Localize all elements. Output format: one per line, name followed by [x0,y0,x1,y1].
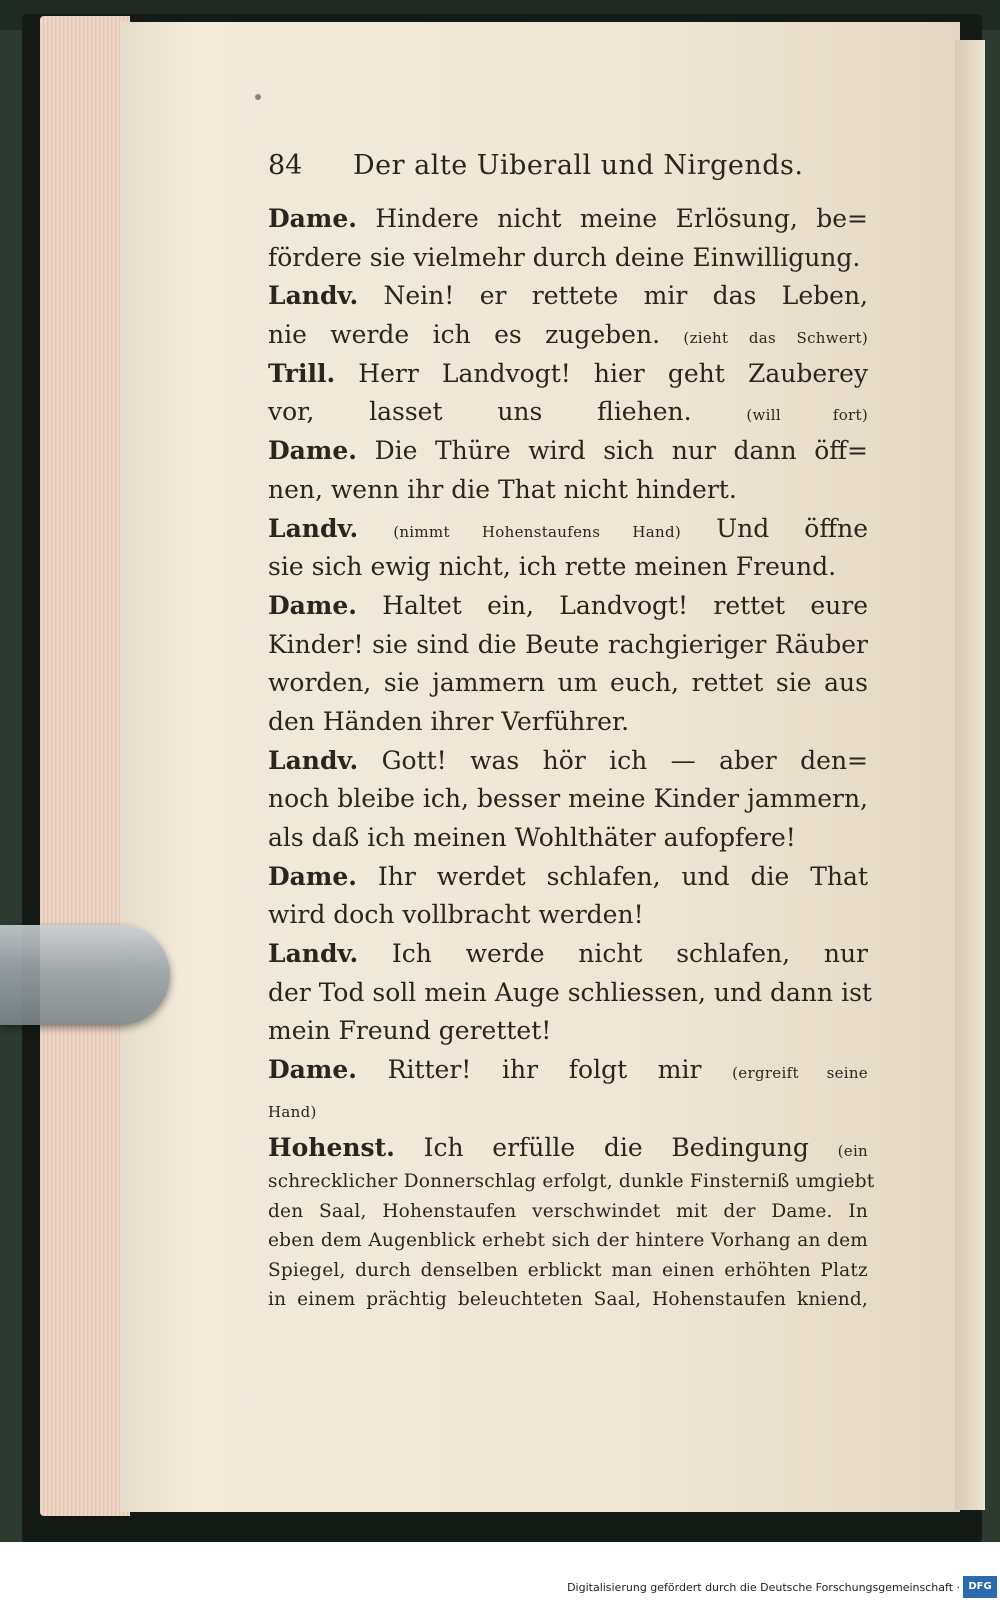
stage-direction-block [268,1167,875,1315]
speaker-name: Dame. [268,1055,357,1085]
page-number: 84 [268,150,303,181]
text-line [268,703,868,742]
text-line [268,858,868,897]
ink-spot [255,94,261,100]
line-text: Haltet ein, Landvogt! rettet eure [356,590,868,620]
funding-credit: Digitalisierung gefördert durch die Deutsche Forschungsgemeinschaft · [567,1581,960,1594]
stage-direction-line: den Saal, Hohenstaufen verschwindet mit der Dame. In [268,1200,868,1222]
line-text: sie sich ewig nicht, ich rette meinen Freund. [268,552,837,582]
text-line [268,1090,868,1129]
line-text: Die Thüre wird sich nur dann öff= [356,436,868,466]
text-line [268,819,868,858]
speaker-name: Trill. [268,358,336,388]
stage-direction: (zieht das Schwert) [683,329,869,348]
line-text: Hindere nicht meine Erlösung, be= [356,204,868,233]
text-line [268,316,868,355]
line-text: Ritter! ihr folgt mir [356,1055,733,1085]
stage-direction: (will fort) [746,406,868,425]
text-line [268,780,868,819]
line-text: Gott! was hör ich — aber den= [358,745,868,775]
line-text: Nein! er rettete mir das Leben, [358,281,868,311]
line-text: worden, sie jammern um euch, rettet sie aus [268,668,868,698]
text-line [268,896,868,935]
stage-direction: Hand) [268,1102,317,1121]
stage-direction-line: schrecklicher Donnerschlag erfolgt, dunkle Finsterniß umgiebt [268,1171,875,1193]
line-text: vor, lasset uns fliehen. [268,397,747,427]
page-clip [0,925,170,1025]
text-line [268,935,868,974]
text-line [268,1129,868,1168]
line-text: Herr Landvogt! hier geht Zauberey [335,358,868,388]
line-text: nie werde ich es zugeben. [268,320,684,350]
speaker-name: Hohenst. [268,1132,395,1162]
text-line [268,1012,868,1051]
dialogue-lines [268,200,872,1167]
stage-direction-line: eben dem Augenblick erhebt sich der hintere Vorhang an dem [268,1230,868,1252]
line-text: den Händen ihrer Verführer. [268,706,630,736]
page-text [268,150,875,1315]
stage-direction: (ein [837,1141,868,1160]
text-line [268,200,868,239]
text-line [268,664,868,703]
text-line [268,626,868,665]
line-text: Ich erfülle die Bedingung [394,1132,838,1162]
dfg-logo: DFG [963,1576,997,1598]
speaker-name: Dame. [268,590,357,620]
speaker-name: Landv. [268,745,359,775]
page-edges [40,16,130,1516]
stage-direction: (nimmt Hohenstaufens Hand) [393,522,682,541]
next-page-edge [955,40,985,1510]
line-text: Und öffne [681,513,868,543]
line-text: noch bleibe ich, besser meine Kinder jammern, [268,784,868,814]
speaker-name: Landv. [268,281,359,311]
text-line [268,974,872,1013]
speaker-name: Landv. [268,513,359,543]
text-line [268,432,868,471]
stage-direction-line: Spiegel, durch denselben erblickt man einen erhöhten Platz [268,1259,868,1281]
text-line [268,587,868,626]
text-line [268,548,868,587]
line-text: nen, wenn ihr die That nicht hindert. [268,474,737,504]
line-text: Ich werde nicht schlafen, nur [358,939,868,969]
line-text: Kinder! sie sind die Beute rachgieriger Räuber [268,629,868,659]
text-line [268,1051,868,1090]
line-text: mein Freund gerettet! [268,1016,552,1046]
page-header [268,150,868,190]
text-line [268,355,868,394]
line-text: als daß ich meinen Wohlthäter aufopfere! [268,823,796,852]
running-title: Der alte Uiberall und Nirgends. [353,150,804,181]
speaker-name: Landv. [268,939,359,969]
speaker-name: Dame. [268,436,357,466]
text-line [268,277,868,316]
line-text: fördere sie vielmehr durch deine Einwilligung. [268,242,861,272]
stage-direction-line: in einem prächtig beleuchteten Saal, Hohenstaufen kniend, [268,1289,868,1311]
line-text [358,514,393,543]
text-line [268,742,868,781]
text-line [268,471,868,510]
line-text: wird doch vollbracht werden! [268,900,644,930]
line-text: Ihr werdet schlafen, und die That [356,861,868,891]
stage-direction: (ergreift seine [732,1064,868,1083]
text-line [268,510,868,549]
text-line [268,393,868,432]
speaker-name: Dame. [268,204,357,233]
text-line [268,239,868,278]
line-text: der Tod soll mein Auge schliessen, und dann ist [268,977,872,1007]
speaker-name: Dame. [268,861,357,891]
